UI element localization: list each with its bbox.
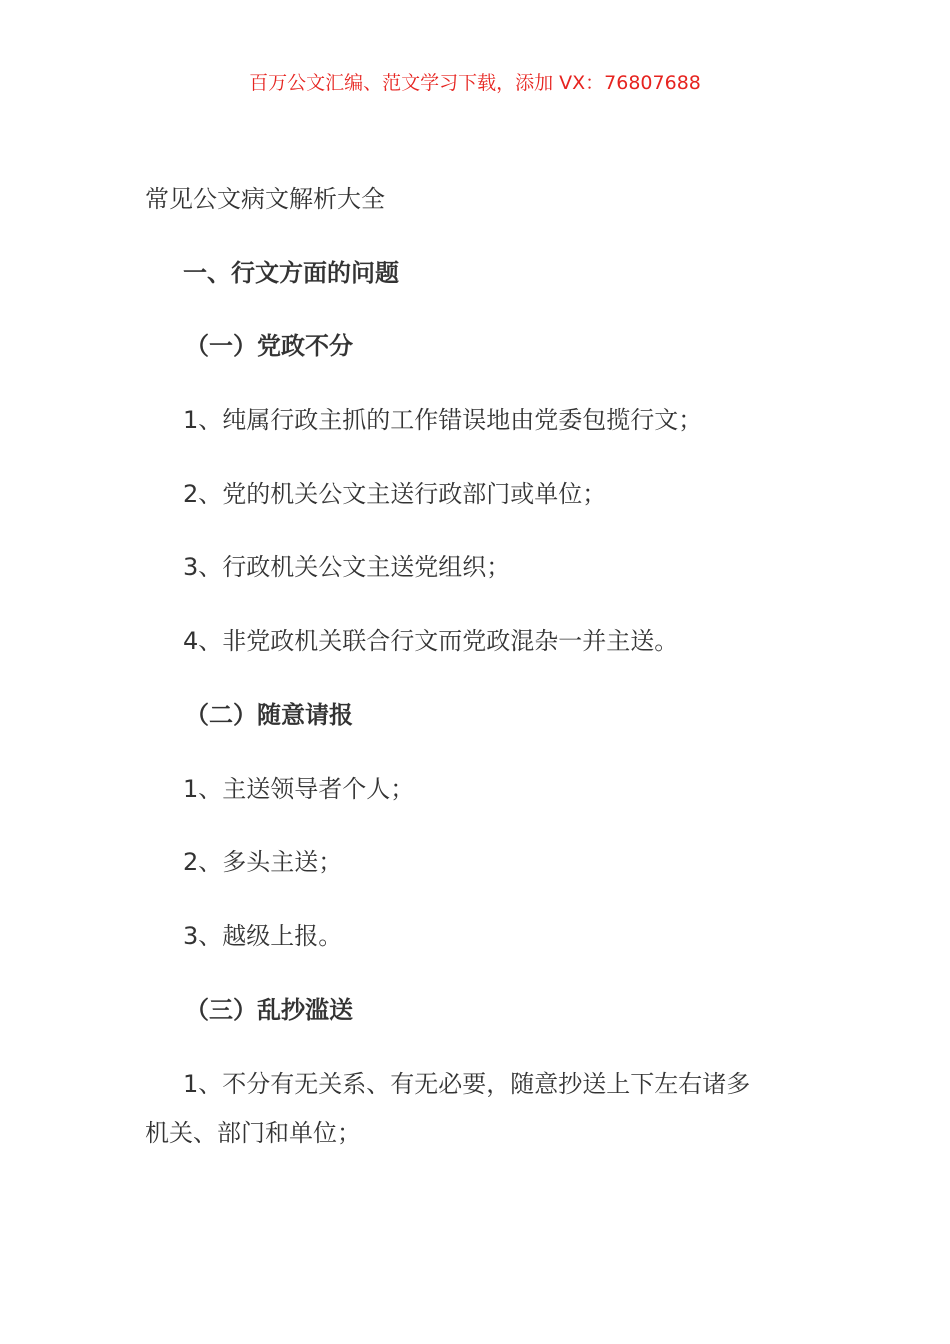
subsection-heading: （二）随意请报: [185, 701, 353, 729]
list-item: 2、多头主送；: [183, 848, 343, 876]
section-heading: 一、行文方面的问题: [183, 259, 399, 287]
list-item: 3、越级上报。: [183, 922, 343, 950]
list-item: 2、党的机关公文主送行政部门或单位；: [183, 480, 607, 508]
header-watermark-note: 百万公文汇编、范文学习下载，添加 VX：76807688: [249, 72, 701, 94]
list-item: 1、不分有无关系、有无必要，随意抄送上下左右诸多: [183, 1070, 751, 1098]
list-item-continuation: 机关、部门和单位；: [145, 1119, 361, 1147]
subsection-heading: （一）党政不分: [185, 332, 353, 360]
list-item: 4、非党政机关联合行文而党政混杂一并主送。: [183, 627, 679, 655]
subsection-heading: （三）乱抄滥送: [185, 996, 353, 1024]
document-title: 常见公文病文解析大全: [145, 185, 385, 213]
list-item: 1、纯属行政主抓的工作错误地由党委包揽行文；: [183, 406, 703, 434]
list-item: 3、行政机关公文主送党组织；: [183, 553, 511, 581]
list-item: 1、主送领导者个人；: [183, 775, 415, 803]
